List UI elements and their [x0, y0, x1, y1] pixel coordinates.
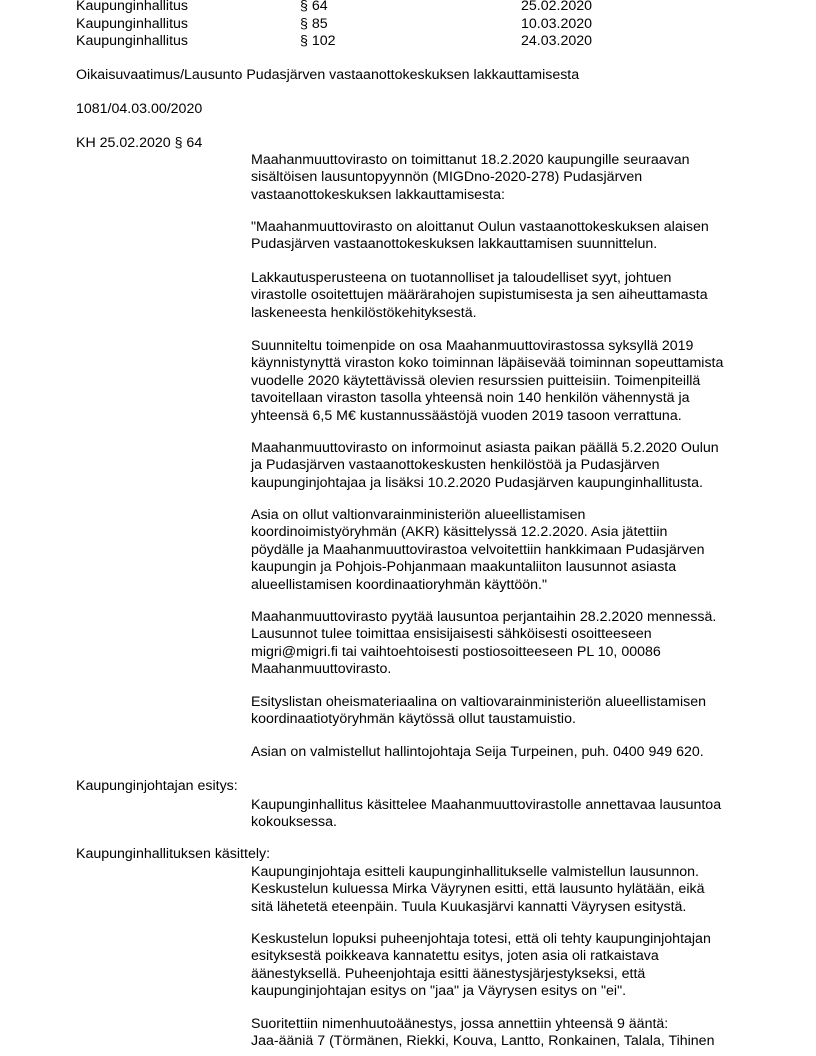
paragraph-deadline: [251, 609, 741, 679]
text-line: kokouksessa.: [251, 814, 337, 831]
handling-paragraph-vote-order: [251, 931, 741, 1001]
meeting-body: Kaupunginhallitus: [76, 0, 189, 14]
text-line: yhteensä 6,5 M€ kustannussäästöjä vuoden 2019 tasoon verrattuna.: [251, 407, 682, 424]
proposal-text: [251, 797, 741, 832]
paragraph-attachment: [251, 694, 741, 729]
text-line: Suoritettiin nimenhuutoäänestys, jossa annettiin yhteensä 9 ääntä:: [251, 1016, 669, 1032]
meeting-section: § 64: [300, 0, 328, 14]
meeting-date: 10.03.2020: [521, 15, 593, 32]
document-title: Oikaisuvaatimus/Lausunto Pudasjärven vastaanottokeskuksen lakkauttamisesta: [76, 67, 580, 83]
meeting-body: Kaupunginhallitus: [76, 15, 189, 32]
text-line: Kaupunginjohtaja esitteli kaupunginhallitukselle valmistellun lausunnon.: [251, 864, 699, 880]
text-line: vuodelle 2020 käytettävissä olevien resurssien puitteisiin. Toimenpiteillä: [251, 372, 701, 389]
paragraph-preparer: [251, 744, 741, 761]
meeting-date: 25.02.2020: [521, 0, 593, 14]
text-line: Maahanmuuttovirasto pyytää lausuntoa perjantaihin 28.2.2020 mennessä.: [251, 609, 717, 625]
handling-paragraph-vote-result: [251, 1016, 741, 1051]
text-line: ja Pudasjärven vastaanottokeskusten henkilöstöä ja Pudasjärven: [251, 457, 660, 474]
text-line: kaupunginjohtajaa ja lisäksi 10.2.2020 Pudasjärven kaupunginhallitusta.: [251, 474, 703, 491]
paragraph-akr: [251, 507, 741, 594]
text-line: alueellistamisen koordinaatioryhmän käyttöön.": [251, 576, 548, 593]
text-line: kaupungin ja Pohjois-Pohjanmaan maakuntaliiton lausunnot asiasta: [251, 559, 677, 576]
text-line: tavoitellaan viraston tasolla yhteensä noin 140 henkilön vähennystä ja: [251, 390, 690, 407]
text-line: pöydälle ja Maahanmuuttovirastoa velvoitettiin hankkimaan Pudasjärven: [251, 541, 705, 558]
text-line: "Maahanmuuttovirasto on aloittanut Oulun vastaanottokeskuksen alaisen: [251, 219, 709, 235]
text-line: kaupunginjohtajan esitys on "jaa" ja Väyrysen esitys on "ei".: [251, 983, 627, 1000]
meeting-reference: KH 25.02.2020 § 64: [76, 135, 203, 151]
text-line: esityksestä poikkeava kannatettu esitys, joten asia oli ratkaistava: [251, 948, 659, 965]
text-line: käynnistynyttä viraston koko toiminnan läpäisevää toiminnan sopeuttamista: [251, 355, 724, 372]
text-line: Maahanmuuttovirasto.: [251, 661, 392, 678]
meeting-section: § 85: [300, 15, 328, 32]
text-line: Keskustelun kuluessa Mirka Väyrynen esitti, että lausunto hylätään, eikä: [251, 881, 705, 898]
meeting-section: § 102: [300, 33, 336, 49]
text-line: äänestyksellä. Puheenjohtaja esitti äänestysjärjestykseksi, että: [251, 965, 646, 982]
text-line: Asia on ollut valtionvarainministeriön alueellistamisen: [251, 507, 586, 523]
paragraph-planned-measure: [251, 338, 741, 425]
text-line: Maahanmuuttovirasto on informoinut asiasta paikan päällä 5.2.2020 Oulun: [251, 440, 719, 456]
proposal-label: Kaupunginjohtajan esitys:: [76, 778, 238, 794]
text-line: Esityslistan oheismateriaalina on valtiovarainministeriön alueellistamisen: [251, 694, 707, 710]
text-line: vastaanottokeskuksen lakkauttamisesta:: [251, 186, 505, 203]
meeting-row: [76, 0, 716, 16]
text-line: Pudasjärven vastaanottokeskuksen lakkauttamisen suunnittelun.: [251, 236, 658, 253]
meeting-body: Kaupunginhallitus: [76, 33, 189, 49]
text-line: Keskustelun lopuksi puheenjohtaja totesi, että oli tehty kaupunginjohtajan: [251, 931, 711, 947]
handling-label: Kaupunginhallituksen käsittely:: [76, 846, 271, 862]
text-line: Maahanmuuttovirasto on toimittanut 18.2.2020 kaupungille seuraavan: [251, 152, 690, 168]
text-line: sitä lähetetä eteenpäin. Tuula Kuukasjärvi kannatti Väyrysen esitystä.: [251, 898, 687, 915]
paragraph-informed: [251, 440, 741, 492]
handling-paragraph-discussion: [251, 864, 741, 916]
text-line: koordinaatiotyöryhmän käytössä ollut taustamuistio.: [251, 711, 576, 728]
paragraph-request: [251, 152, 741, 204]
meeting-history-table: [76, 0, 716, 51]
text-line: Lakkautusperusteena on tuotannolliset ja taloudelliset syyt, johtuen: [251, 270, 672, 286]
text-line: sisältöisen lausuntopyynnön (MIGDno-2020-278) Pudasjärven: [251, 169, 643, 186]
text-line: Jaa-ääniä 7 (Törmänen, Riekki, Kouva, Lantto, Ronkainen, Talala, Tihinen: [251, 1033, 715, 1050]
text-line: Lausunnot tulee toimittaa ensisijaisesti sähköisesti osoitteeseen: [251, 626, 652, 643]
meeting-date: 24.03.2020: [521, 33, 593, 49]
text-line: migri@migri.fi tai vaihtoehtoisesti postiosoitteeseen PL 10, 00086: [251, 643, 661, 660]
text-line: Suunniteltu toimenpide on osa Maahanmuuttovirastossa syksyllä 2019: [251, 338, 694, 354]
diary-number: 1081/04.03.00/2020: [76, 101, 203, 117]
paragraph-quote-start: [251, 219, 741, 254]
text-line: virastolle osoitettujen määrärahojen supistumisesta ja sen aiheuttamasta: [251, 287, 708, 304]
paragraph-grounds: [251, 270, 741, 322]
meeting-row: [76, 33, 716, 51]
text-line: Kaupunginhallitus käsittelee Maahanmuuttovirastolle annettavaa lausuntoa: [251, 797, 722, 813]
text-line: laskeneesta henkilöstökehityksestä.: [251, 304, 477, 321]
text-line: Asian on valmistellut hallintojohtaja Seija Turpeinen, puh. 0400 949 620.: [251, 744, 704, 760]
text-line: koordinoimistyöryhmän (AKR) käsittelyssä 12.2.2020. Asia jätettiin: [251, 524, 668, 541]
meeting-row: [76, 16, 716, 34]
